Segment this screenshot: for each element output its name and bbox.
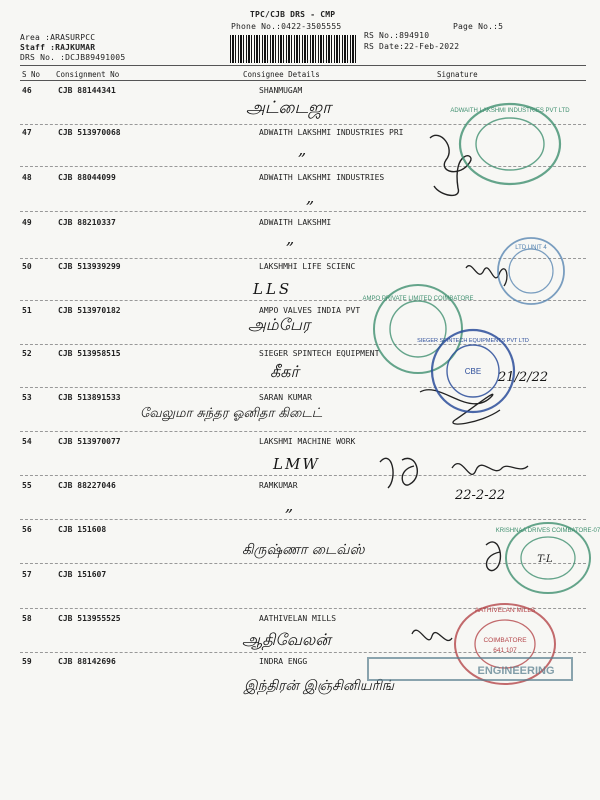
- row-sno: 59: [22, 657, 32, 666]
- row-sno: 58: [22, 614, 32, 623]
- phone-number: Phone No.:0422-3505555: [231, 22, 342, 31]
- stamp-text: LTD UNIT 4: [515, 245, 547, 251]
- handwritten-signature: வேலுமா சுந்தர ஓனிதா கிடைட்: [140, 406, 323, 421]
- row-consignee: SHANMUGAM: [259, 86, 303, 95]
- row-consignment: CJB 88227046: [58, 481, 116, 490]
- row-consignee: ADWAITH LAKSHMI INDUSTRIES: [259, 173, 385, 182]
- staff-label: Staff :RAJKUMAR: [20, 43, 96, 52]
- handwritten-signature: இந்திரன் இஞ்சினியரிங்: [244, 678, 395, 694]
- stamp-text: 641 107: [493, 647, 517, 654]
- document-title: TPC/CJB DRS - CMP: [250, 10, 336, 19]
- row-sno: 54: [22, 437, 32, 446]
- row-consignment: CJB 513891533: [58, 393, 121, 402]
- handwritten-ditto: „: [298, 140, 307, 159]
- handwritten-initials: LMW: [273, 455, 320, 473]
- row-sno: 46: [22, 86, 32, 95]
- col-header-consignee: Consignee Details: [243, 70, 320, 79]
- row-consignment: CJB 513939299: [58, 262, 121, 271]
- row-consignment: CJB 513955525: [58, 614, 121, 623]
- stamp-text: ENGINEERING: [477, 665, 555, 677]
- row-consignee: AATHIVELAN MILLS: [259, 614, 337, 623]
- row-sno: 48: [22, 173, 32, 182]
- stamp-text: ADWAITH LAKSHMI INDUSTRIES PVT LTD: [450, 108, 570, 114]
- row-consignee: RAMKUMAR: [259, 481, 298, 490]
- row-consignment: CJB 88142696: [58, 657, 116, 666]
- lakshmi-stamp: [493, 235, 569, 307]
- row-consignee: ADWAITH LAKSHMI: [259, 218, 332, 227]
- handwritten-signature: அட்டைஜா: [246, 98, 332, 118]
- row-consignment: CJB 88210337: [58, 218, 116, 227]
- handwritten-signature: அம்பேர: [248, 315, 311, 334]
- adwaith-stamp: [450, 100, 570, 188]
- row-sno: 53: [22, 393, 32, 402]
- rs-date: RS Date:22-Feb-2022: [364, 42, 460, 51]
- krishnaa-stamp: [495, 520, 600, 596]
- stamp-text: AMPO PRIVATE LIMITED COIMBATORE: [362, 296, 474, 302]
- stamp-text: CBE: [464, 367, 482, 376]
- rs-number: RS No.:894910: [364, 31, 430, 40]
- handwritten-date: 21/2/22: [498, 370, 549, 385]
- indra-stamp: [366, 655, 576, 685]
- row-sno: 52: [22, 349, 32, 358]
- row-consignment: CJB 513970068: [58, 128, 121, 137]
- handwritten-signature: ஆதிவேலன்: [242, 630, 331, 649]
- handwritten-ditto: „: [286, 229, 295, 248]
- handwritten-ditto: „: [285, 496, 294, 515]
- col-header-sno: S No: [22, 70, 41, 79]
- row-consignee: SARAN KUMAR: [259, 393, 312, 402]
- row-consignment: CJB 88044099: [58, 173, 116, 182]
- handwritten-date: 22-2-22: [455, 488, 506, 503]
- stamp-text: SIEGER SPINTECH EQUIPMENTS PVT LTD: [417, 338, 529, 344]
- row-sno: 47: [22, 128, 32, 137]
- drs-number: DRS No. :DCJB89491005: [20, 53, 126, 62]
- stamp-text: KRISHNAA DRIVES COIMBATORE-07: [495, 528, 600, 534]
- row-consignment: CJB 151608: [58, 525, 107, 534]
- row-sno: 51: [22, 306, 32, 315]
- row-sno: 55: [22, 481, 32, 490]
- area-label: Area :ARASURPCC: [20, 33, 96, 42]
- handwritten-initials: LLS: [253, 280, 293, 298]
- row-consignment: CJB 513970077: [58, 437, 121, 446]
- handwritten-signature: கிருஷ்ணா டைவ்ஸ்: [242, 542, 365, 558]
- stamp-initials: T-L: [537, 554, 553, 565]
- stamp-text: AATHIVELAN MILLS: [474, 607, 536, 614]
- row-consignee: SIEGER SPINTECH EQUIPMENT: [259, 349, 380, 358]
- row-consignee: LAKSHMHI LIFE SCIENC: [259, 262, 356, 271]
- row-consignee: INDRA ENGG: [259, 657, 308, 666]
- row-consignee: ADWAITH LAKSHMI INDUSTRIES PRI: [259, 128, 404, 137]
- row-sno: 50: [22, 262, 32, 271]
- row-consignment: CJB 513970182: [58, 306, 121, 315]
- row-sno: 56: [22, 525, 32, 534]
- stamp-text: COIMBATORE: [483, 637, 527, 644]
- page-number: Page No.:5: [453, 22, 504, 31]
- row-consignment: CJB 513958515: [58, 349, 121, 358]
- row-sno: 49: [22, 218, 32, 227]
- handwritten-ditto: „: [306, 188, 315, 207]
- col-header-signature: Signature: [437, 70, 478, 79]
- row-consignment: CJB 151607: [58, 570, 107, 579]
- row-consignment: CJB 88144341: [58, 86, 116, 95]
- handwritten-signature: கீகர்: [270, 362, 299, 381]
- col-header-consignment: Consignment No: [56, 70, 120, 79]
- row-consignee: LAKSHMI MACHINE WORK: [259, 437, 356, 446]
- row-sno: 57: [22, 570, 32, 579]
- row-consignee: AMPO VALVES INDIA PVT: [259, 306, 361, 315]
